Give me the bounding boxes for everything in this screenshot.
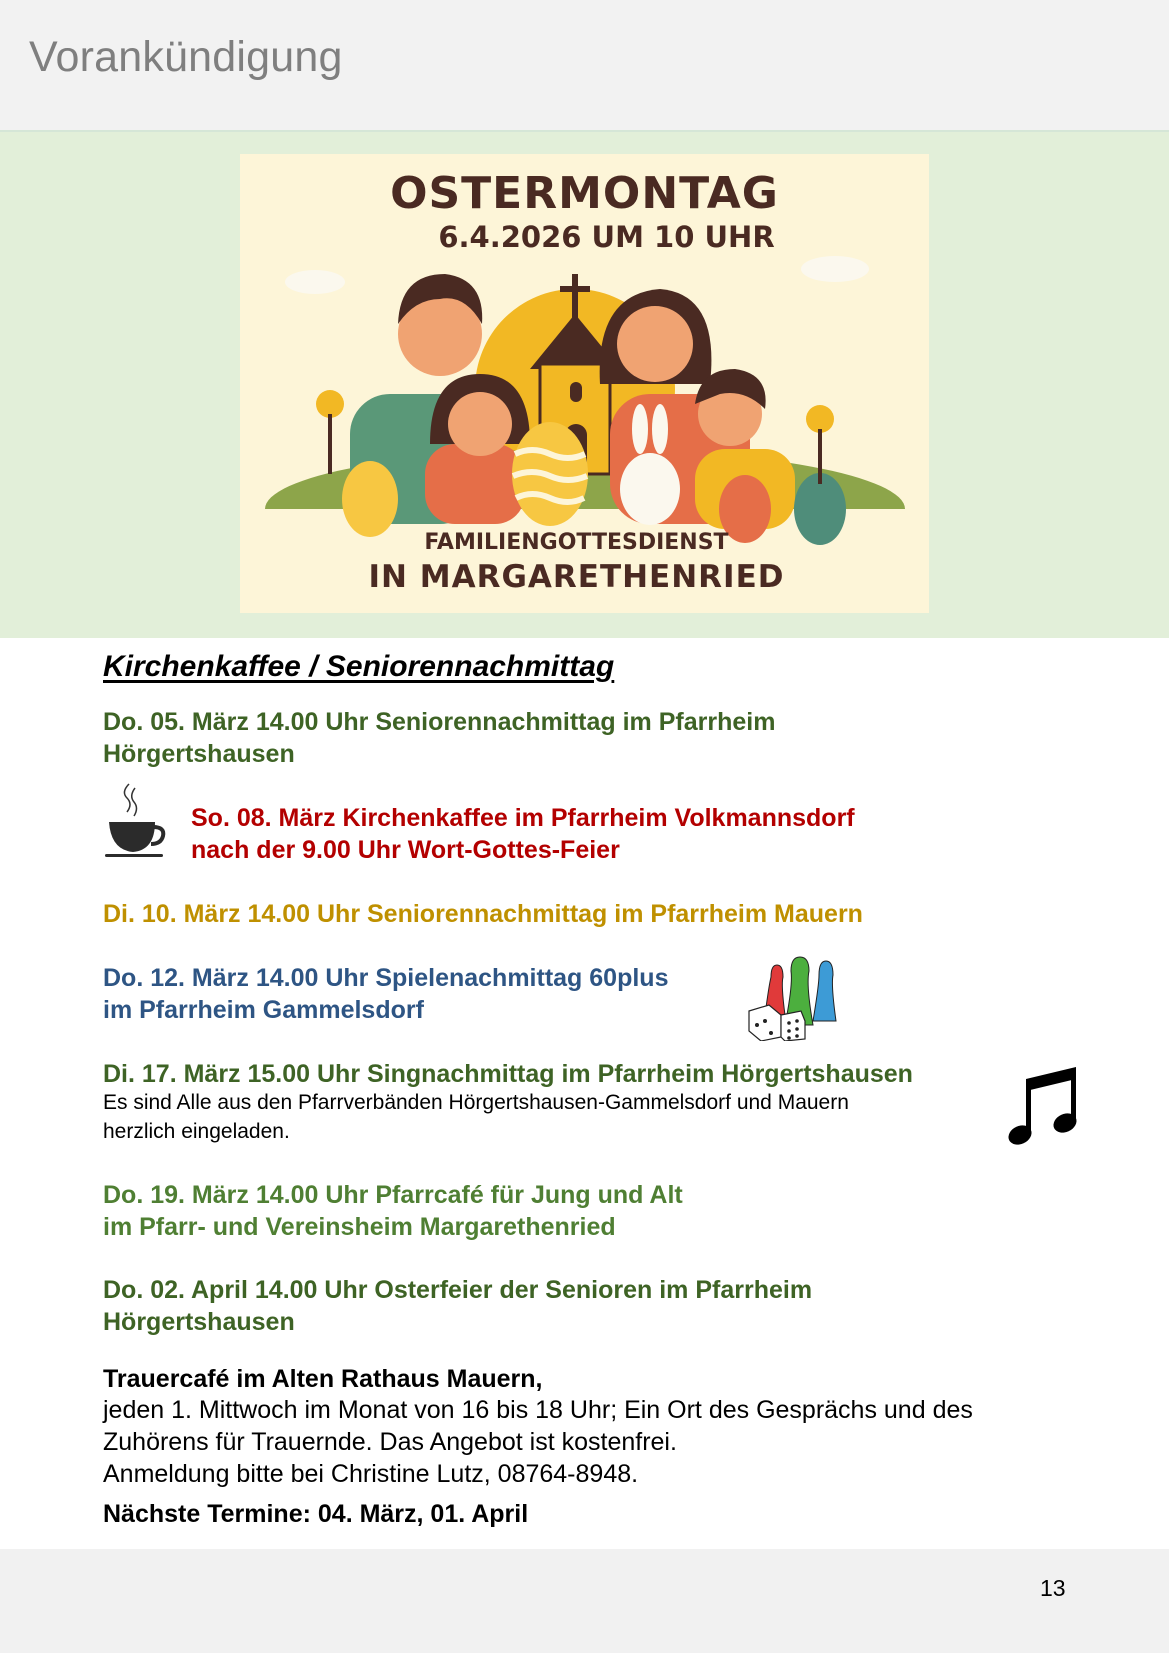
poster-title: OSTERMONTAG bbox=[390, 168, 779, 219]
page-footer bbox=[0, 1549, 1169, 1653]
event-item bbox=[103, 1058, 913, 1090]
event-item bbox=[103, 1179, 683, 1243]
poster-subtitle: FAMILIENGOTTESDIENST bbox=[424, 530, 729, 555]
easter-monday-poster bbox=[240, 154, 929, 613]
trauercafe-next-dates: Nächste Termine: 04. März, 01. April bbox=[103, 1500, 529, 1528]
event-line: Di. 10. März 14.00 Uhr Seniorennachmittag im Pfarrheim Mauern bbox=[103, 900, 863, 928]
event-line: So. 08. März Kirchenkaffee im Pfarrheim Volkmannsdorf bbox=[191, 804, 855, 832]
event-line: Do. 19. März 14.00 Uhr Pfarrcafé für Jung und Alt bbox=[103, 1181, 683, 1209]
trauercafe-line: Zuhörens für Trauernde. Das Angebot ist kostenfrei. bbox=[103, 1428, 677, 1456]
coffee-cup-icon bbox=[103, 780, 167, 860]
trauercafe-title: Trauercafé im Alten Rathaus Mauern, bbox=[103, 1365, 543, 1393]
event-detail bbox=[103, 1088, 849, 1146]
board-game-pieces-dice-icon bbox=[743, 955, 843, 1041]
event-item bbox=[103, 706, 775, 770]
event-line: Di. 17. März 15.00 Uhr Singnachmittag im Pfarrheim Hörgertshausen bbox=[103, 1060, 913, 1088]
poster-datetime: 6.4.2026 UM 10 UHR bbox=[438, 220, 775, 254]
event-item bbox=[103, 1274, 812, 1338]
event-line: im Pfarrheim Gammelsdorf bbox=[103, 996, 424, 1024]
page-title: Vorankündigung bbox=[29, 33, 343, 81]
poster-location: IN MARGARETHENRIED bbox=[368, 559, 785, 595]
event-detail-line: Es sind Alle aus den Pfarrverbänden Hörgertshausen-Gammelsdorf und Mauern bbox=[103, 1091, 849, 1114]
event-line: im Pfarr- und Vereinsheim Margarethenried bbox=[103, 1213, 616, 1241]
page-header bbox=[0, 0, 1169, 130]
section-heading: Kirchenkaffee / Seniorennachmittag bbox=[103, 650, 615, 683]
event-line: Do. 02. April 14.00 Uhr Osterfeier der Senioren im Pfarrheim bbox=[103, 1276, 813, 1304]
event-detail-line: herzlich eingeladen. bbox=[103, 1120, 290, 1143]
event-line: Hörgertshausen bbox=[103, 740, 295, 768]
trauercafe-description bbox=[103, 1394, 973, 1490]
event-line: Do. 12. März 14.00 Uhr Spielenachmittag 60plus bbox=[103, 964, 669, 992]
event-line: nach der 9.00 Uhr Wort-Gottes-Feier bbox=[191, 836, 620, 864]
event-item bbox=[103, 898, 863, 930]
trauercafe-line: Anmeldung bitte bei Christine Lutz, 08764-8948. bbox=[103, 1460, 639, 1488]
event-line: Do. 05. März 14.00 Uhr Seniorennachmittag im Pfarrheim bbox=[103, 708, 776, 736]
poster-banner bbox=[0, 130, 1169, 638]
event-item bbox=[103, 962, 668, 1026]
event-line: Hörgertshausen bbox=[103, 1308, 295, 1336]
trauercafe-line: jeden 1. Mittwoch im Monat von 16 bis 18 Uhr; Ein Ort des Gesprächs und des bbox=[103, 1396, 973, 1424]
event-item bbox=[191, 802, 855, 866]
page-number: 13 bbox=[1040, 1575, 1066, 1601]
music-notes-icon bbox=[1004, 1065, 1080, 1147]
